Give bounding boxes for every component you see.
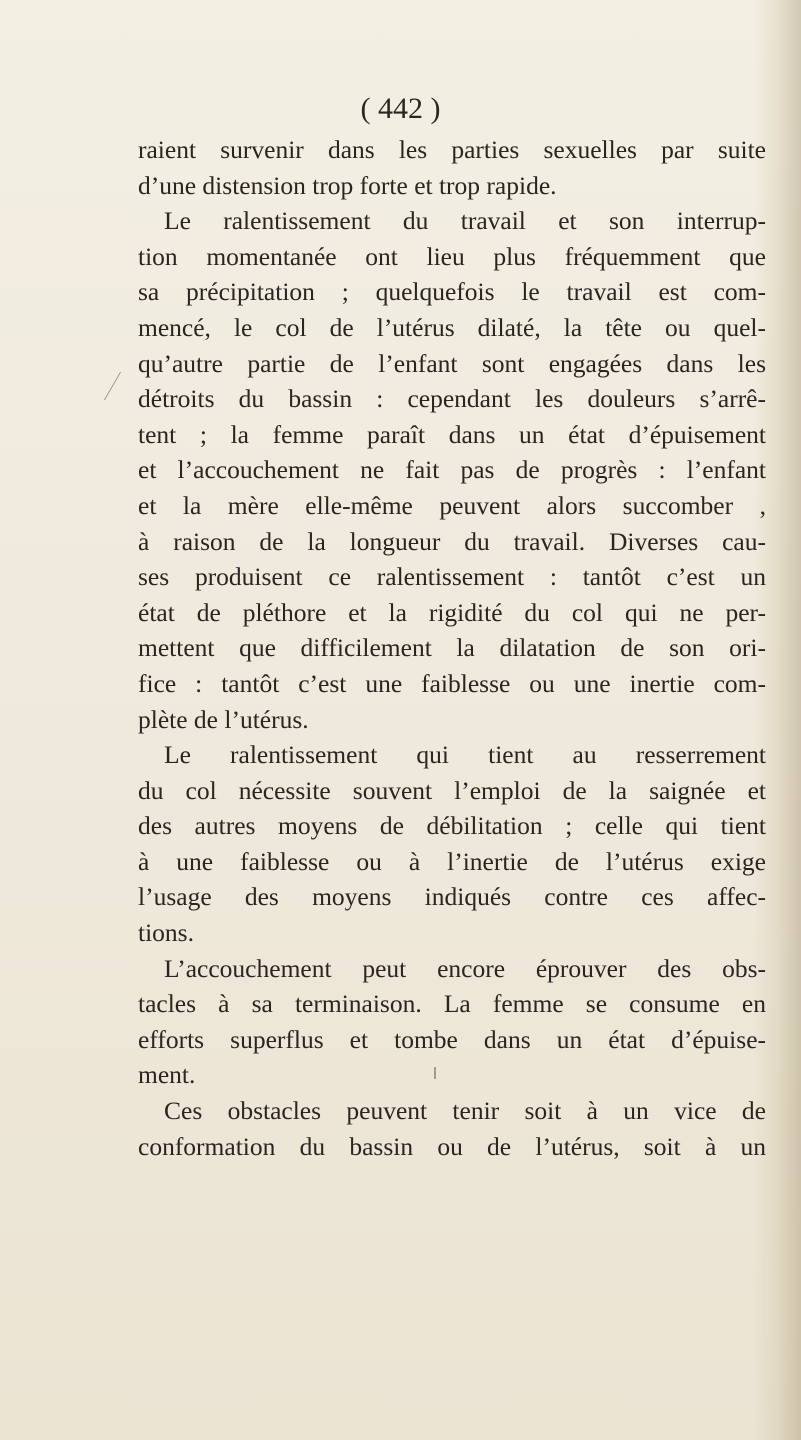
text-line: efforts superflus et tombe dans un état d’épuise- — [138, 1024, 766, 1054]
text-line: du col nécessite souvent l’emploi de la saignée et — [138, 775, 766, 805]
text-line: à raison de la longueur du travail. Diverses cau- — [138, 526, 766, 556]
body-text — [138, 132, 766, 1164]
text-line: des autres moyens de débilitation ; celle qui tient — [138, 811, 766, 841]
text-line: et l’accouchement ne fait pas de progrès : l’enfant — [138, 455, 766, 485]
text-line: tacles à sa terminaison. La femme se consume en — [138, 989, 766, 1019]
text-line: tent ; la femme paraît dans un état d’épuisement — [138, 419, 766, 449]
text-line: ses produisent ce ralentissement : tantôt c’est un — [138, 562, 766, 592]
text-line: à une faiblesse ou à l’inertie de l’utérus exige — [138, 846, 766, 876]
text-line: Le ralentissement qui tient au resserrement — [164, 740, 766, 770]
text-line: mencé, le col de l’utérus dilaté, la tête ou quel- — [138, 312, 766, 342]
paper-speck — [434, 1067, 436, 1079]
text-line: ment. — [138, 1060, 196, 1090]
margin-pencil-mark — [104, 372, 135, 400]
text-line: état de pléthore et la rigidité du col qui ne per- — [138, 597, 766, 627]
text-line: Ces obstacles peuvent tenir soit à un vice de — [164, 1096, 766, 1126]
text-line: conformation du bassin ou de l’utérus, soit à un — [138, 1131, 766, 1161]
page-number: ( 442 ) — [360, 92, 441, 125]
text-line: L’accouchement peut encore éprouver des obs- — [164, 953, 766, 983]
text-line: Le ralentissement du travail et son interrup- — [164, 206, 766, 236]
text-line: tion momentanée ont lieu plus fréquemment que — [138, 241, 766, 271]
text-line: l’usage des moyens indiqués contre ces affec- — [138, 882, 766, 912]
text-line: raient survenir dans les parties sexuelles par suite — [138, 135, 766, 164]
text-line: plète de l’utérus. — [138, 704, 309, 734]
text-line: qu’autre partie de l’enfant sont engagées dans les — [138, 348, 766, 378]
text-line: et la mère elle-même peuvent alors succomber , — [138, 490, 766, 520]
text-line: sa précipitation ; quelquefois le travail est com- — [138, 277, 766, 307]
text-line: mettent que difficilement la dilatation de son ori- — [138, 633, 766, 663]
text-line: d’une distension trop forte et trop rapide. — [138, 170, 557, 200]
text-line: tions. — [138, 918, 194, 948]
text-line: détroits du bassin : cependant les douleurs s’arrê- — [138, 384, 766, 414]
text-line: fice : tantôt c’est une faiblesse ou une inertie com- — [138, 668, 766, 698]
